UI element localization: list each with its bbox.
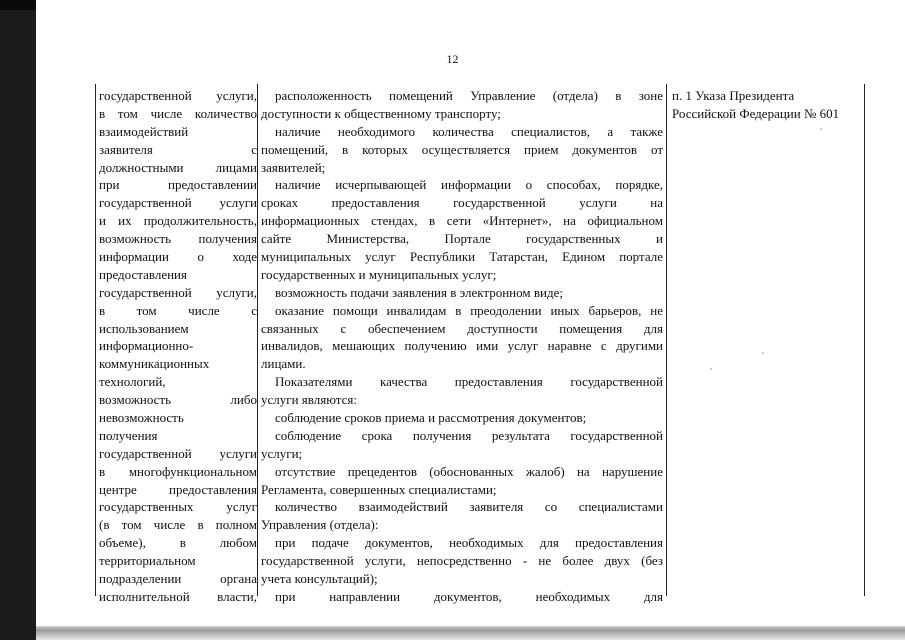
col2-text-line: наличие исчерпывающей информации о способах, порядке,: [275, 177, 663, 193]
col2-text-line: Управления (отдела):: [261, 517, 379, 533]
col1-text-line: территориальном: [99, 553, 196, 569]
col2-text-line: услуги;: [261, 445, 303, 461]
col1-text-line: технологий,: [99, 374, 166, 390]
document-table: [95, 84, 865, 604]
col1-text-line: исполнительной власти,: [99, 588, 257, 604]
col2-text-line: учета консультаций);: [261, 571, 378, 587]
col2-text-line: заявителей;: [261, 159, 326, 175]
col1-text-line: в том числе количество: [99, 105, 257, 121]
col1-text-line: должностными лицами: [99, 159, 257, 175]
col3-text-line: п. 1 Указа Президента: [672, 88, 795, 103]
col1-text-line: при предоставлении: [99, 177, 257, 193]
col2-text-line: возможность подачи заявления в электронном виде;: [275, 284, 563, 300]
col2-text-line: помещений, в которых осуществляется прием документов от: [261, 141, 663, 157]
col1-text-line: государственных услуг: [99, 499, 257, 515]
scan-speck: [820, 128, 822, 130]
col1-text-line: объеме), в любом: [99, 535, 257, 551]
scan-left-corner: [0, 0, 36, 10]
col2-text-line: сроках предоставления государственной услуги на: [261, 195, 663, 211]
col2-text-line: государственной услуги, непосредственно - не более двух (без: [261, 553, 663, 569]
col2-text-line: услуги являются:: [261, 392, 357, 408]
col1-text-line: и их продолжительность,: [99, 213, 257, 229]
col1-text-line: коммуникационных: [99, 356, 210, 372]
scan-speck: [762, 352, 764, 354]
col3-text-line: Российской Федерации № 601: [672, 105, 840, 121]
page-number: 12: [446, 52, 459, 66]
scan-speck: [710, 368, 712, 370]
table-border-col1: [257, 84, 258, 596]
table-border-left: [95, 84, 96, 596]
col1-text-line: в том числе с: [99, 302, 257, 318]
col1-text-line: заявителя с: [99, 141, 257, 157]
col2-text-line: инвалидов, мешающих получению ими услуг наравне с другими: [261, 338, 663, 354]
scan-left-edge: [0, 0, 36, 640]
col2-text-line: связанных с обеспечением доступности помещения для: [261, 320, 663, 336]
legal-basis-column: [672, 87, 862, 123]
scan-bottom-edge: [36, 626, 905, 640]
col1-text-line: государственной услуги,: [99, 88, 257, 103]
col1-text-line: взаимодействий: [99, 123, 189, 139]
col2-text-line: доступности к общественному транспорту;: [261, 105, 501, 121]
col1-text-line: государственной услуги: [99, 445, 257, 461]
col1-text-line: использованием: [99, 320, 189, 336]
col1-text-line: подразделении органа: [99, 571, 257, 587]
col2-text-line: отсутствие прецедентов (обоснованных жалоб) на нарушение: [275, 463, 663, 479]
col2-text-line: Регламента, совершенных специалистами;: [261, 481, 497, 497]
table-border-col2: [666, 84, 667, 596]
table-border-right: [864, 84, 865, 596]
col1-text-line: возможность либо: [99, 392, 257, 408]
col1-text-line: центре предоставления: [99, 481, 257, 497]
col1-text-line: (в том числе в полном: [99, 517, 257, 533]
col2-text-line: соблюдение срока получения результата государственной: [275, 427, 663, 443]
col2-text-line: сайте Министерства, Портале государственных и: [261, 231, 663, 247]
col1-text-line: государственной услуги: [99, 195, 257, 211]
col2-text-line: соблюдение сроков приема и рассмотрения документов;: [275, 410, 587, 426]
description-column: [261, 87, 663, 606]
col2-text-line: при направлении документов, необходимых для: [275, 588, 663, 604]
col1-text-line: возможность получения: [99, 231, 257, 247]
col1-text-line: государственной услуги,: [99, 284, 257, 300]
col1-text-line: получения: [99, 427, 158, 443]
col1-text-line: информации о ходе: [99, 249, 257, 265]
col2-text-line: информационных стендах, в сети «Интернет», на официальном: [261, 213, 663, 229]
col2-text-line: наличие необходимого количества специалистов, а также: [275, 123, 663, 139]
col2-text-line: оказание помощи инвалидам в преодолении иных барьеров, не: [275, 302, 663, 318]
col1-text-line: предоставления: [99, 266, 187, 282]
col2-text-line: муниципальных услуг Республики Татарстан, Едином портале: [261, 249, 663, 265]
col2-text-line: Показателями качества предоставления государственной: [275, 374, 663, 390]
col2-text-line: государственных и муниципальных услуг;: [261, 266, 497, 282]
criteria-column: [99, 87, 257, 606]
col2-text-line: расположенность помещений Управление (отдела) в зоне: [275, 88, 663, 103]
col2-text-line: количество взаимодействий заявителя со специалистами: [275, 499, 663, 515]
col2-text-line: лицами.: [261, 356, 306, 372]
col1-text-line: информационно-: [99, 338, 194, 354]
col1-text-line: невозможность: [99, 410, 184, 426]
col2-text-line: при подаче документов, необходимых для предоставления: [275, 535, 663, 551]
col1-text-line: в многофункциональном: [99, 463, 257, 479]
